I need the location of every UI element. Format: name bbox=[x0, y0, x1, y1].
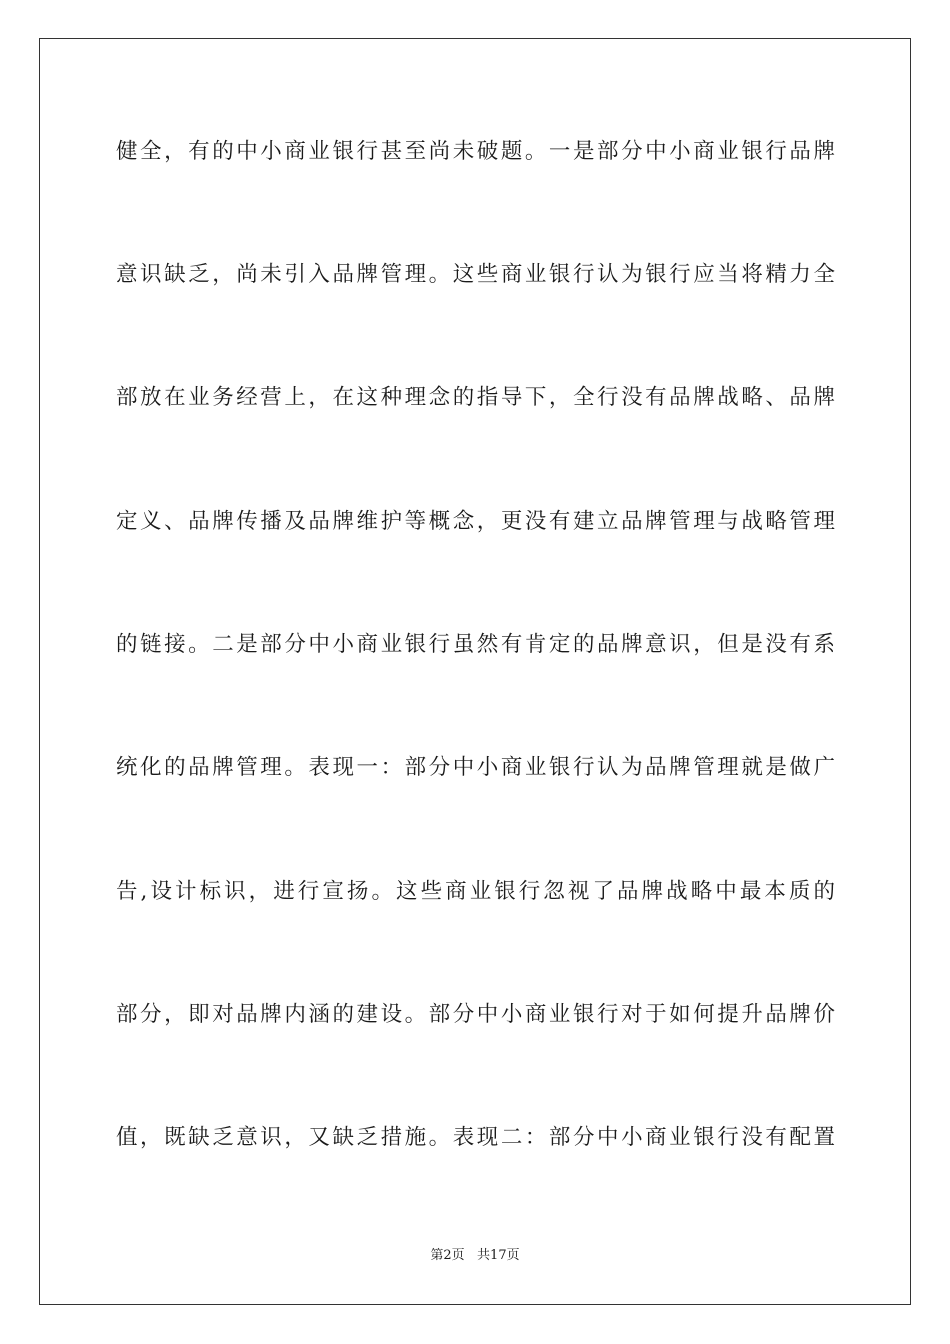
page-number-footer: 第2页 共17页 bbox=[430, 1248, 520, 1263]
text-line: 部放在业务经营上，在这种理念的指导下，全行没有品牌战略、品牌 bbox=[116, 385, 836, 410]
text-line: 值，既缺乏意识，又缺乏措施。表现二：部分中小商业银行没有配置 bbox=[116, 1125, 836, 1150]
text-line: 的链接。二是部分中小商业银行虽然有肯定的品牌意识，但是没有系 bbox=[116, 632, 836, 657]
text-line: 意识缺乏，尚未引入品牌管理。这些商业银行认为银行应当将精力全 bbox=[116, 262, 836, 287]
text-line: 定义、品牌传播及品牌维护等概念，更没有建立品牌管理与战略管理 bbox=[116, 509, 836, 534]
page-border bbox=[39, 38, 911, 1305]
text-line: 告,设计标识，进行宣扬。这些商业银行忽视了品牌战略中最本质的 bbox=[116, 879, 836, 904]
text-line: 统化的品牌管理。表现一：部分中小商业银行认为品牌管理就是做广 bbox=[116, 755, 836, 780]
text-line: 部分，即对品牌内涵的建设。部分中小商业银行对于如何提升品牌价 bbox=[116, 1002, 836, 1027]
text-line: 健全，有的中小商业银行甚至尚未破题。一是部分中小商业银行品牌 bbox=[116, 139, 836, 164]
